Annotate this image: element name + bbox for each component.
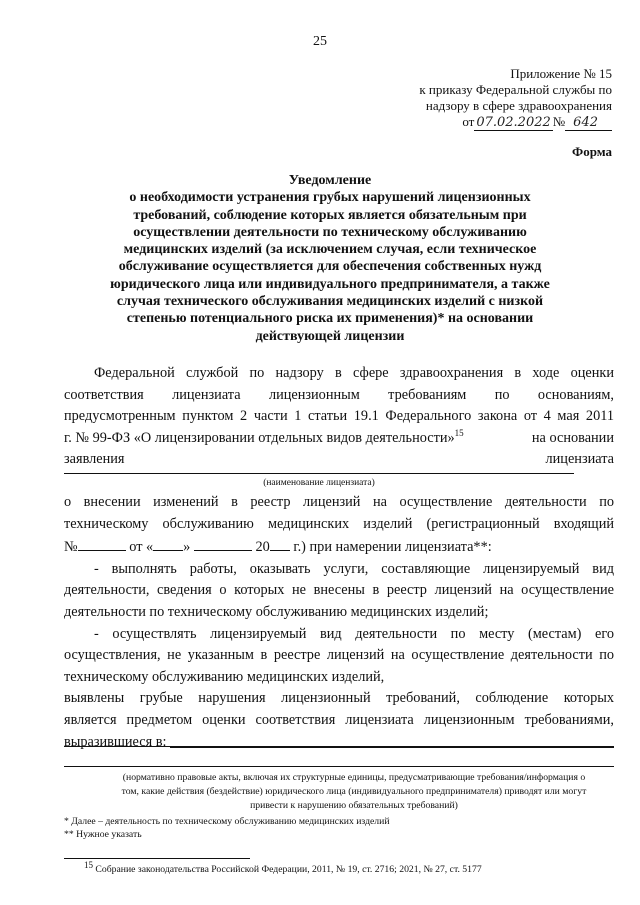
word: лицензионным xyxy=(268,386,360,403)
registration-number-blank xyxy=(78,535,126,551)
year-blank xyxy=(270,535,290,551)
para-line: о внесении изменений в реестр лицензий на осуществление деятельности по xyxy=(64,494,614,510)
title-line: обслуживание осуществляется для обеспечения собственных нужд xyxy=(118,259,542,275)
licensee-name-caption: (наименование лицензиата) xyxy=(263,478,375,488)
statement-word: заявления xyxy=(64,451,125,468)
footnote-double-star: ** Нужное указать xyxy=(64,829,142,840)
month-blank xyxy=(194,535,252,551)
word: требованиям xyxy=(388,386,467,403)
footnote-ref-15: 15 xyxy=(454,428,464,439)
law-reference-tail: на основании xyxy=(531,429,614,446)
footnotes xyxy=(64,815,390,841)
word: соответствия xyxy=(64,386,144,403)
licensee-word: лицензиата xyxy=(545,451,614,468)
caption-line: привести к нарушению обязательных требований) xyxy=(250,800,458,811)
paragraph-changes xyxy=(64,492,614,753)
bullet-line: техническому обслуживанию медицинских изделий, xyxy=(64,668,385,685)
norms-caption xyxy=(84,771,624,813)
appendix-date-line xyxy=(419,114,612,131)
findings-line: выявлены грубые нарушения лицензионный требований, соблюдение которых xyxy=(64,690,614,707)
para-line xyxy=(64,385,614,407)
title-heading: Уведомление xyxy=(288,173,372,188)
law-reference: г. № 99-ФЗ «О лицензировании отдельных видов деятельности» xyxy=(64,429,455,446)
title-line: действующей лицензии xyxy=(255,328,405,344)
year-prefix: 20 xyxy=(255,539,270,556)
para-line: Федеральной службой по надзору в сфере здравоохранения в ходе оценки xyxy=(94,365,614,381)
footnote-15 xyxy=(84,859,482,875)
violations-blank-line xyxy=(64,746,614,747)
licensee-name-line xyxy=(64,473,574,474)
title-line: степенью потенциального риска их применения)* на основании xyxy=(126,311,534,327)
number-sign: № xyxy=(64,539,78,556)
page-number: 25 xyxy=(313,34,327,49)
date-prefix: от xyxy=(462,114,475,129)
document-title xyxy=(60,172,600,345)
day-blank xyxy=(153,535,183,551)
word: лицензиата xyxy=(172,386,241,403)
findings-line: является предметом оценки соответствия лицензиата лицензионным требованиями, xyxy=(64,711,614,728)
title-line: осуществлении деятельности по техническому обслуживанию xyxy=(133,224,527,240)
footnote-star: * Далее – деятельность по техническому обслуживанию медицинских изделий xyxy=(64,816,390,827)
footnote-15-text: Собрание законодательства Российской Федерации, 2011, № 19, ст. 2716; 2021, № 27, ст. 5177 xyxy=(95,864,482,875)
form-label: Форма xyxy=(572,144,612,159)
expressed-in-label: выразившиеся в: xyxy=(64,733,167,750)
para-line: предусмотренным пунктом 2 части 1 статьи 19.1 Федерального закона от 4 мая 2011 xyxy=(64,408,614,425)
findings-line xyxy=(64,732,614,754)
bullet-line: - осуществлять лицензируемый вид деятельности по месту (местам) его xyxy=(94,625,614,642)
bullet-line: деятельности, сведения о которых не внесены в реестр лицензий на осуществление xyxy=(64,582,614,599)
appendix-line-3: надзору в сфере здравоохранения xyxy=(425,98,612,113)
para-line: техническому обслуживанию медицинских изделий (регистрационный входящий xyxy=(64,515,614,532)
title-line: случая технического обслуживания медицинских изделий с низкой xyxy=(116,294,544,310)
caption-line: том, какие действия (бездействие) юридического лица (индивидуального предпринимателя) приводят или могут xyxy=(121,786,587,797)
paragraph-assessment xyxy=(64,363,614,471)
registration-line xyxy=(64,535,614,559)
bullet-line: осуществления, не указанным в реестре лицензий на осуществление деятельности по xyxy=(64,647,614,664)
title-line: юридического лица или индивидуального предпринимателя, а также xyxy=(110,276,550,292)
appendix-header xyxy=(419,66,612,131)
para-line xyxy=(64,428,614,450)
handwritten-date: 07.02.2022 xyxy=(476,115,551,130)
date-open: от « xyxy=(129,539,154,556)
bullet-line: - выполнять работы, оказывать услуги, составляющие лицензируемый вид xyxy=(94,560,614,577)
violations-blank-line xyxy=(64,766,614,767)
title-line: требований, соблюдение которых является обязательным при xyxy=(133,207,527,223)
word: по xyxy=(494,386,510,403)
para-line xyxy=(64,449,614,471)
title-line: о необходимости устранения грубых нарушений лицензионных xyxy=(129,190,531,206)
handwritten-number: 642 xyxy=(565,115,612,131)
registration-tail: г.) при намерении лицензиата**: xyxy=(293,539,492,556)
appendix-line-2: к приказу Федеральной службы по xyxy=(419,82,612,97)
footnote-15-number: 15 xyxy=(84,859,93,870)
date-close-quote: » xyxy=(183,539,191,556)
appendix-line-1: Приложение № 15 xyxy=(510,66,612,81)
title-line: медицинских изделий (за исключением случая, если техническое xyxy=(123,242,537,258)
caption-line: (нормативно правовые акты, включая их структурные единицы, предусматривающие требования/информация о xyxy=(122,772,586,783)
number-prefix: № xyxy=(552,114,566,129)
bullet-line: деятельности по техническому обслуживанию медицинских изделий; xyxy=(64,603,489,620)
word: основаниям, xyxy=(537,386,614,403)
